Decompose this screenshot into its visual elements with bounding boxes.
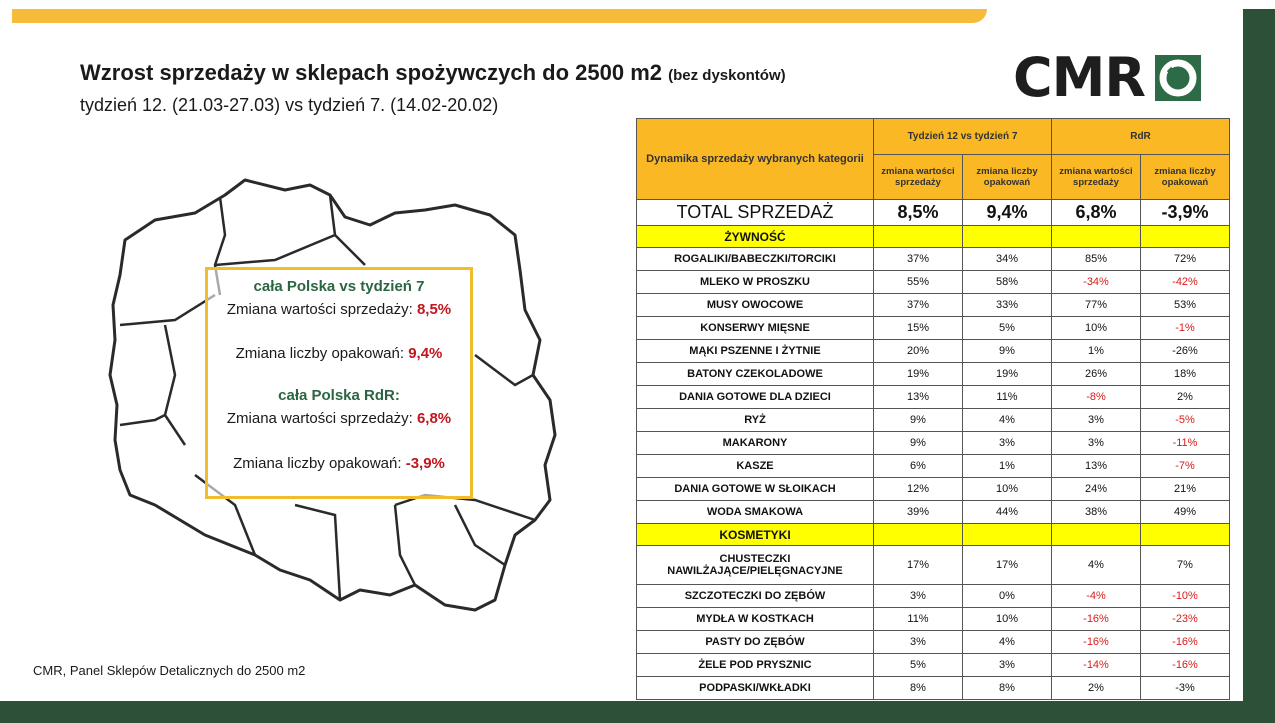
source-note: CMR, Panel Sklepów Detalicznych do 2500 m2	[33, 663, 306, 678]
table-cell: 39%	[874, 501, 963, 524]
table-cell: 15%	[874, 317, 963, 340]
table-cell: 37%	[874, 294, 963, 317]
table-cell: 9%	[874, 432, 963, 455]
table-cell: 11%	[874, 608, 963, 631]
table-cell: 6,8%	[1052, 200, 1141, 226]
row-label: MUSY OWOCOWE	[637, 294, 874, 317]
table-cell: -34%	[1052, 271, 1141, 294]
section-label: ŻYWNOŚĆ	[637, 226, 874, 248]
table-row	[637, 409, 1230, 432]
table-cell: 9%	[874, 409, 963, 432]
section-row-cosmetics	[637, 524, 1230, 546]
row-label: KASZE	[637, 455, 874, 478]
table-cell: 19%	[963, 363, 1052, 386]
table-cell: 5%	[874, 654, 963, 677]
table-cell: 9,4%	[963, 200, 1052, 226]
title-suffix: (bez dyskontów)	[668, 67, 786, 84]
table-cell: 13%	[1052, 455, 1141, 478]
logo-text: CMR	[1013, 46, 1145, 109]
table-row	[637, 654, 1230, 677]
table-cell: 7%	[1141, 546, 1230, 585]
table-cell: 2%	[1052, 677, 1141, 700]
table-cell: 3%	[1052, 432, 1141, 455]
row-label: RYŻ	[637, 409, 874, 432]
row-label: MĄKI PSZENNE I ŻYTNIE	[637, 340, 874, 363]
food-rows	[637, 248, 1230, 524]
total-row	[637, 200, 1230, 226]
table-cell: 85%	[1052, 248, 1141, 271]
table-cell: -26%	[1141, 340, 1230, 363]
table-cell: 9%	[963, 340, 1052, 363]
table-cell: 3%	[963, 432, 1052, 455]
row-label: SZCZOTECZKI DO ZĘBÓW	[637, 585, 874, 608]
logo-mark-icon	[1155, 55, 1201, 101]
row-label: ROGALIKI/BABECZKI/TORCIKI	[637, 248, 874, 271]
table-cell: 6%	[874, 455, 963, 478]
table-cell: 4%	[1052, 546, 1141, 585]
table-cell: 20%	[874, 340, 963, 363]
table-row	[637, 608, 1230, 631]
table-cell: 8%	[874, 677, 963, 700]
summary-line-value-weekly: Zmiana wartości sprzedaży: 8,5%	[226, 301, 452, 318]
table-cell: 5%	[963, 317, 1052, 340]
table-cell: 17%	[874, 546, 963, 585]
table-cell: 8,5%	[874, 200, 963, 226]
cosmetics-rows	[637, 546, 1230, 700]
table-row	[637, 294, 1230, 317]
table-cell: -1%	[1141, 317, 1230, 340]
header-weekly-packs: zmiana liczby opakowań	[963, 155, 1052, 200]
summary-heading-yoy: cała Polska RdR:	[278, 387, 400, 404]
table-cell: -4%	[1052, 585, 1141, 608]
row-label: MAKARONY	[637, 432, 874, 455]
row-label: BATONY CZEKOLADOWE	[637, 363, 874, 386]
table-cell: 12%	[874, 478, 963, 501]
page-subtitle: tydzień 12. (21.03-27.03) vs tydzień 7. (14.02-20.02)	[80, 95, 499, 115]
table-cell: 3%	[963, 654, 1052, 677]
table-cell: -10%	[1141, 585, 1230, 608]
table-row	[637, 340, 1230, 363]
table-cell: 1%	[963, 455, 1052, 478]
table-cell: -7%	[1141, 455, 1230, 478]
table-cell: 10%	[963, 478, 1052, 501]
table-cell: 72%	[1141, 248, 1230, 271]
section-row-food	[637, 226, 1230, 248]
table-cell: 49%	[1141, 501, 1230, 524]
table-cell: 1%	[1052, 340, 1141, 363]
table-cell: 34%	[963, 248, 1052, 271]
header-yoy-group: RdR	[1052, 119, 1230, 155]
table-cell: 33%	[963, 294, 1052, 317]
table-cell: 3%	[874, 631, 963, 654]
table-cell: -11%	[1141, 432, 1230, 455]
header-category: Dynamika sprzedaży wybranych kategorii	[637, 119, 874, 200]
table-cell: 55%	[874, 271, 963, 294]
row-label: WODA SMAKOWA	[637, 501, 874, 524]
table-cell: 53%	[1141, 294, 1230, 317]
table-cell: 38%	[1052, 501, 1141, 524]
row-label: PASTY DO ZĘBÓW	[637, 631, 874, 654]
table-cell: 44%	[963, 501, 1052, 524]
header-weekly-group: Tydzień 12 vs tydzień 7	[874, 119, 1052, 155]
table-cell: 21%	[1141, 478, 1230, 501]
summary-line-packs-weekly: Zmiana liczby opakowań: 9,4%	[235, 345, 443, 362]
table-cell: -3,9%	[1141, 200, 1230, 226]
table-cell: 4%	[963, 631, 1052, 654]
table-row	[637, 455, 1230, 478]
table-row	[637, 546, 1230, 585]
table-cell: -3%	[1141, 677, 1230, 700]
table-row	[637, 386, 1230, 409]
summary-line-value-yoy: Zmiana wartości sprzedaży: 6,8%	[226, 410, 452, 427]
table-cell: 17%	[963, 546, 1052, 585]
table-cell: 26%	[1052, 363, 1141, 386]
row-label: PODPASKI/WKŁADKI	[637, 677, 874, 700]
table-cell: -16%	[1141, 631, 1230, 654]
row-label: DANIA GOTOWE W SŁOIKACH	[637, 478, 874, 501]
table-cell: 3%	[874, 585, 963, 608]
table-cell: 10%	[1052, 317, 1141, 340]
page-title: Wzrost sprzedaży w sklepach spożywczych do 2500 m2 (bez dyskontów)	[80, 60, 786, 85]
table-row	[637, 317, 1230, 340]
table-cell: 10%	[963, 608, 1052, 631]
bottom-accent-bar	[0, 701, 1275, 723]
table-cell: 24%	[1052, 478, 1141, 501]
row-label: CHUSTECZKI NAWILŻAJĄCE/PIELĘGNACYJNE	[637, 546, 874, 585]
table-cell: -16%	[1141, 654, 1230, 677]
table-cell: -5%	[1141, 409, 1230, 432]
table-cell: 11%	[963, 386, 1052, 409]
table-cell: -42%	[1141, 271, 1230, 294]
table-cell: 13%	[874, 386, 963, 409]
table-cell: 4%	[963, 409, 1052, 432]
table-cell: -23%	[1141, 608, 1230, 631]
table-cell: 58%	[963, 271, 1052, 294]
sales-dynamics-table	[636, 118, 1230, 700]
right-accent-bar	[1243, 9, 1275, 723]
row-label: ŻELE POD PRYSZNIC	[637, 654, 874, 677]
table-cell: 77%	[1052, 294, 1141, 317]
header-yoy-value: zmiana wartości sprzedaży	[1052, 155, 1141, 200]
row-label: MLEKO W PROSZKU	[637, 271, 874, 294]
row-label: MYDŁA W KOSTKACH	[637, 608, 874, 631]
summary-box	[205, 267, 473, 499]
table-cell: -16%	[1052, 631, 1141, 654]
row-label: DANIA GOTOWE DLA DZIECI	[637, 386, 874, 409]
table-row	[637, 501, 1230, 524]
table-cell: -14%	[1052, 654, 1141, 677]
table-row	[637, 271, 1230, 294]
table-cell: 3%	[1052, 409, 1141, 432]
section-label: KOSMETYKI	[637, 524, 874, 546]
table-row	[637, 585, 1230, 608]
header-weekly-value: zmiana wartości sprzedaży	[874, 155, 963, 200]
table-cell: 0%	[963, 585, 1052, 608]
table-row	[637, 677, 1230, 700]
table-cell: -8%	[1052, 386, 1141, 409]
table-cell: 2%	[1141, 386, 1230, 409]
table-cell: 19%	[874, 363, 963, 386]
table-cell: 18%	[1141, 363, 1230, 386]
table-row	[637, 478, 1230, 501]
table-cell: 37%	[874, 248, 963, 271]
table-row	[637, 248, 1230, 271]
table-cell: -16%	[1052, 608, 1141, 631]
summary-heading-weekly: cała Polska vs tydzień 7	[253, 278, 425, 295]
table-row	[637, 432, 1230, 455]
total-label: TOTAL SPRZEDAŻ	[637, 200, 874, 226]
header-yoy-packs: zmiana liczby opakowań	[1141, 155, 1230, 200]
row-label: KONSERWY MIĘSNE	[637, 317, 874, 340]
table-cell: 8%	[963, 677, 1052, 700]
cmr-logo	[1013, 46, 1203, 109]
table-row	[637, 631, 1230, 654]
table-row	[637, 363, 1230, 386]
summary-line-packs-yoy: Zmiana liczby opakowań: -3,9%	[233, 455, 445, 472]
table-header-row	[637, 119, 1230, 155]
